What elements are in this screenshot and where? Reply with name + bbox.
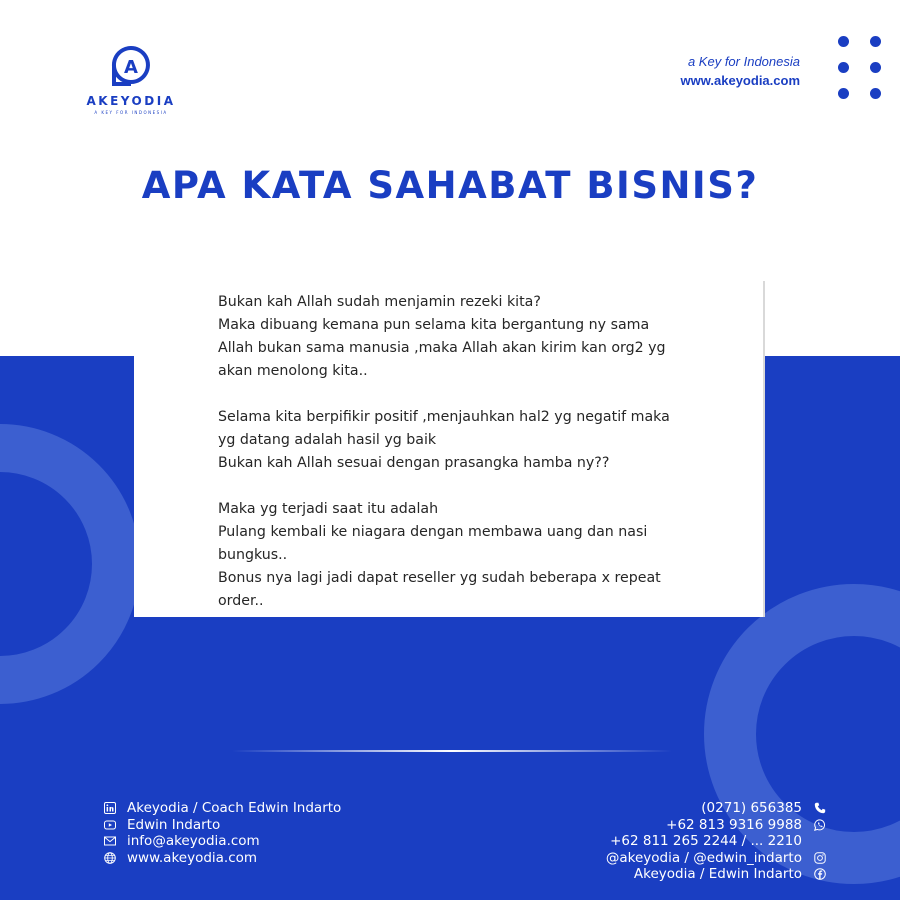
contact-text: +62 811 265 2244 / ... 2210 xyxy=(610,833,802,850)
facebook-icon xyxy=(814,868,826,880)
testimonial-line: Pulang kembali ke niagara dengan membawa uang dan nasi xyxy=(218,524,648,540)
brand-tagline: A KEY FOR INDONESIA xyxy=(94,110,168,115)
akeyodia-logo xyxy=(82,44,180,115)
testimonial-line: yg datang adalah hasil yg baik xyxy=(218,432,437,448)
linkedin-icon xyxy=(104,802,116,814)
contacts-right xyxy=(426,800,826,883)
testimonial-line: Bukan kah Allah sesuai dengan prasangka hamba ny?? xyxy=(218,455,610,471)
testimonial-paragraph xyxy=(218,291,758,383)
dot xyxy=(870,88,881,99)
contact-text: +62 813 9316 9988 xyxy=(666,816,802,833)
whatsapp-icon xyxy=(814,819,826,831)
testimonial-text xyxy=(218,291,758,613)
testimonial-line: Maka yg terjadi saat itu adalah xyxy=(218,501,439,517)
testimonial-line: order.. xyxy=(218,593,264,609)
contact-whatsapp[interactable] xyxy=(426,817,826,834)
testimonial-card xyxy=(134,281,765,617)
testimonial-paragraph xyxy=(218,498,758,613)
dot xyxy=(838,88,849,99)
contact-youtube[interactable] xyxy=(104,817,464,834)
dot xyxy=(870,62,881,73)
contact-text: info@akeyodia.com xyxy=(127,833,260,850)
email-icon xyxy=(104,835,116,847)
globe-icon xyxy=(104,852,116,864)
header-tagline xyxy=(681,54,800,88)
logo-mark-icon xyxy=(109,44,153,88)
contact-instagram[interactable] xyxy=(426,850,826,867)
contact-linkedin[interactable] xyxy=(104,800,464,817)
testimonial-line: bungkus.. xyxy=(218,547,288,563)
testimonial-line: Bukan kah Allah sudah menjamin rezeki kita? xyxy=(218,294,541,310)
dot xyxy=(838,62,849,73)
contacts-left xyxy=(104,800,464,866)
testimonial-line: Selama kita berpifikir positif ,menjauhkan hal2 yg negatif maka xyxy=(218,409,670,425)
dot-grid-decoration xyxy=(838,36,886,100)
contact-text: Edwin Indarto xyxy=(127,816,221,833)
page-title: APA KATA SAHABAT BISNIS? xyxy=(141,164,759,207)
phone-icon xyxy=(814,802,826,814)
testimonial-line: Maka dibuang kemana pun selama kita bergantung ny sama xyxy=(218,317,650,333)
logo-letter: A xyxy=(124,57,138,78)
youtube-icon xyxy=(104,819,116,831)
contact-phone-alt[interactable] xyxy=(426,833,826,850)
brand-name: AKEYODIA xyxy=(86,94,176,108)
testimonial-line: akan menolong kita.. xyxy=(218,363,368,379)
contact-text: Akeyodia / Edwin Indarto xyxy=(633,866,802,883)
dot xyxy=(870,36,881,47)
dot xyxy=(838,36,849,47)
testimonial-line: Bonus nya lagi jadi dapat reseller yg sudah beberapa x repeat xyxy=(218,570,661,586)
contact-website[interactable] xyxy=(104,850,464,867)
testimonial-paragraph xyxy=(218,406,758,475)
tagline-text: a Key for Indonesia xyxy=(687,54,800,69)
divider-line xyxy=(232,750,672,752)
website-link[interactable]: www.akeyodia.com xyxy=(680,73,800,88)
contact-text: www.akeyodia.com xyxy=(127,849,258,866)
contact-text: @akeyodia / @edwin_indarto xyxy=(605,849,802,866)
decorative-ring-left xyxy=(0,424,140,704)
contact-text: (0271) 656385 xyxy=(701,800,802,817)
contact-email[interactable] xyxy=(104,833,464,850)
contact-facebook[interactable] xyxy=(426,866,826,883)
instagram-icon xyxy=(814,852,826,864)
contact-phone[interactable] xyxy=(426,800,826,817)
testimonial-line: Allah bukan sama manusia ,maka Allah akan kirim kan org2 yg xyxy=(218,340,666,356)
contact-text: Akeyodia / Coach Edwin Indarto xyxy=(127,800,342,817)
